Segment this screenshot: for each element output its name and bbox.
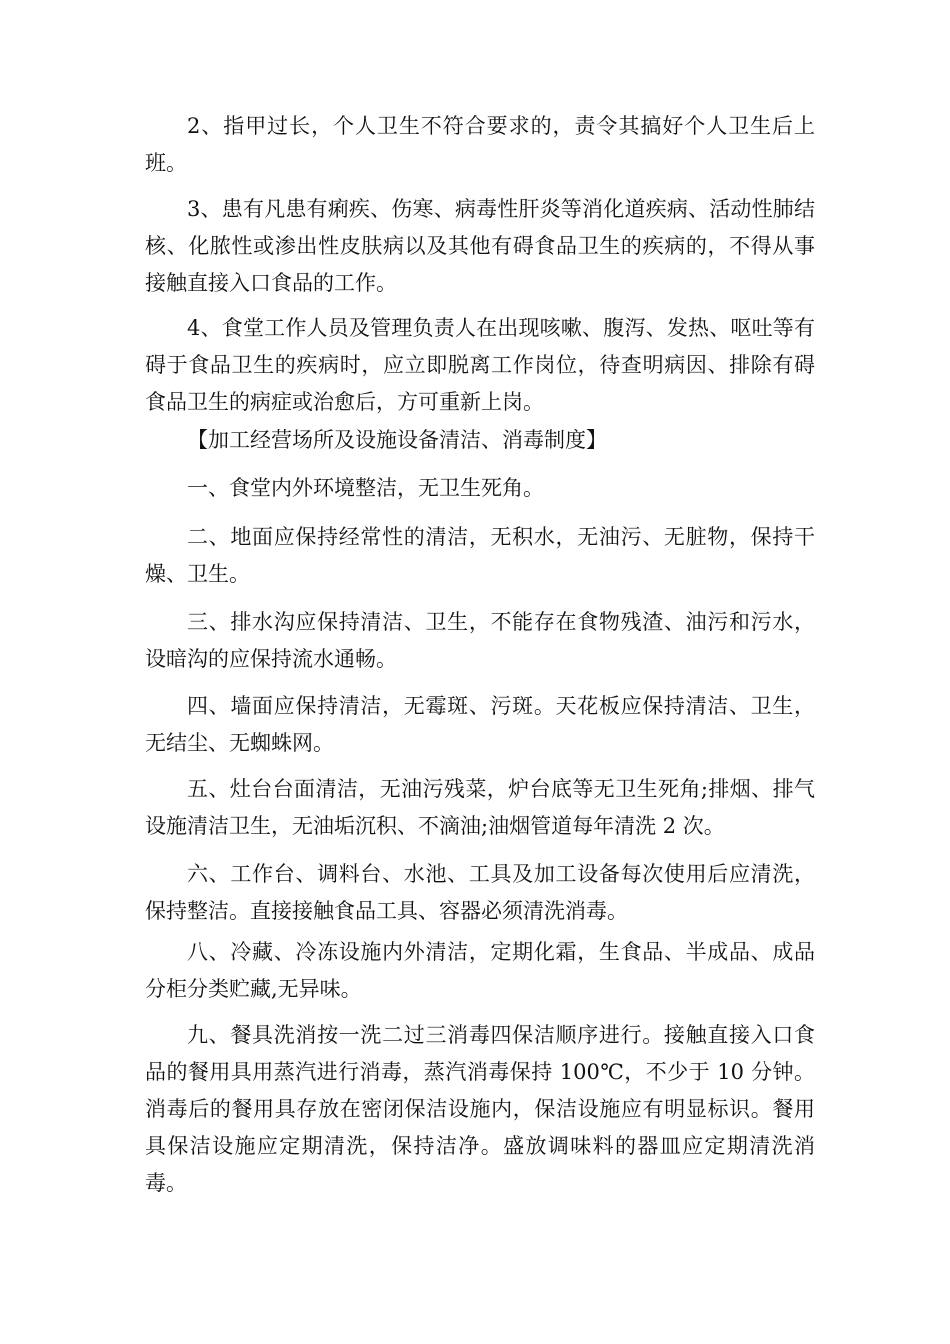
- section-heading: 【加工经营场所及设施设备清洁、消毒制度】: [187, 428, 607, 452]
- paragraph-rule-4: 四、墙面应保持清洁，无霉斑、污斑。天花板应保持清洁、卫生，无结尘、无蜘蛛网。: [145, 694, 815, 755]
- paragraph-item-4: 4、食堂工作人员及管理负责人在出现咳嗽、腹泻、发热、呕吐等有碍于食品卫生的疾病时，应立即脱离工作岗位，待查明病因、排除有碍食品卫生的病症或治愈后，方可重新上岗。: [145, 316, 815, 414]
- paragraph-rule-9: 九、餐具洗消按一洗二过三消毒四保洁顺序进行。接触直接入口食品的餐用具用蒸汽进行消毒，蒸汽消毒保持 100℃，不少于 10 分钟。消毒后的餐用具存放在密闭保洁设施内，保洁设施应有明显标识。餐用具保洁设施应定期清洗，保持洁净。盛放调味料的器皿应定期清洗消毒。: [145, 1023, 815, 1195]
- paragraph-rule-8: 八、冷藏、冷冻设施内外清洁，定期化霜，生食品、半成品、成品分柜分类贮藏,无异味。: [145, 940, 815, 1001]
- paragraph-rule-2: 二、地面应保持经常性的清洁，无积水，无油污、无脏物，保持干燥、卫生。: [145, 525, 815, 586]
- paragraph-rule-5: 五、灶台台面清洁，无油污残菜，炉台底等无卫生死角;排烟、排气设施清洁卫生，无油垢沉积、不滴油;油烟管道每年清洗 2 次。: [145, 777, 815, 838]
- paragraph-rule-6: 六、工作台、调料台、水池、工具及加工设备每次使用后应清洗，保持整洁。直接接触食品工具、容器必须清洗消毒。: [145, 862, 815, 923]
- paragraph-rule-3: 三、排水沟应保持清洁、卫生，不能存在食物残渣、油污和污水，设暗沟的应保持流水通畅。: [145, 610, 815, 671]
- paragraph-item-3: 3、患有凡患有痢疾、伤寒、病毒性肝炎等消化道疾病、活动性肺结核、化脓性或渗出性皮肤病以及其他有碍食品卫生的疾病的，不得从事接触直接入口食品的工作。: [145, 197, 815, 295]
- paragraph-rule-1: 一、食堂内外环境整洁，无卫生死角。: [187, 476, 544, 500]
- paragraph-item-2: 2、指甲过长，个人卫生不符合要求的，责令其搞好个人卫生后上班。: [145, 114, 815, 175]
